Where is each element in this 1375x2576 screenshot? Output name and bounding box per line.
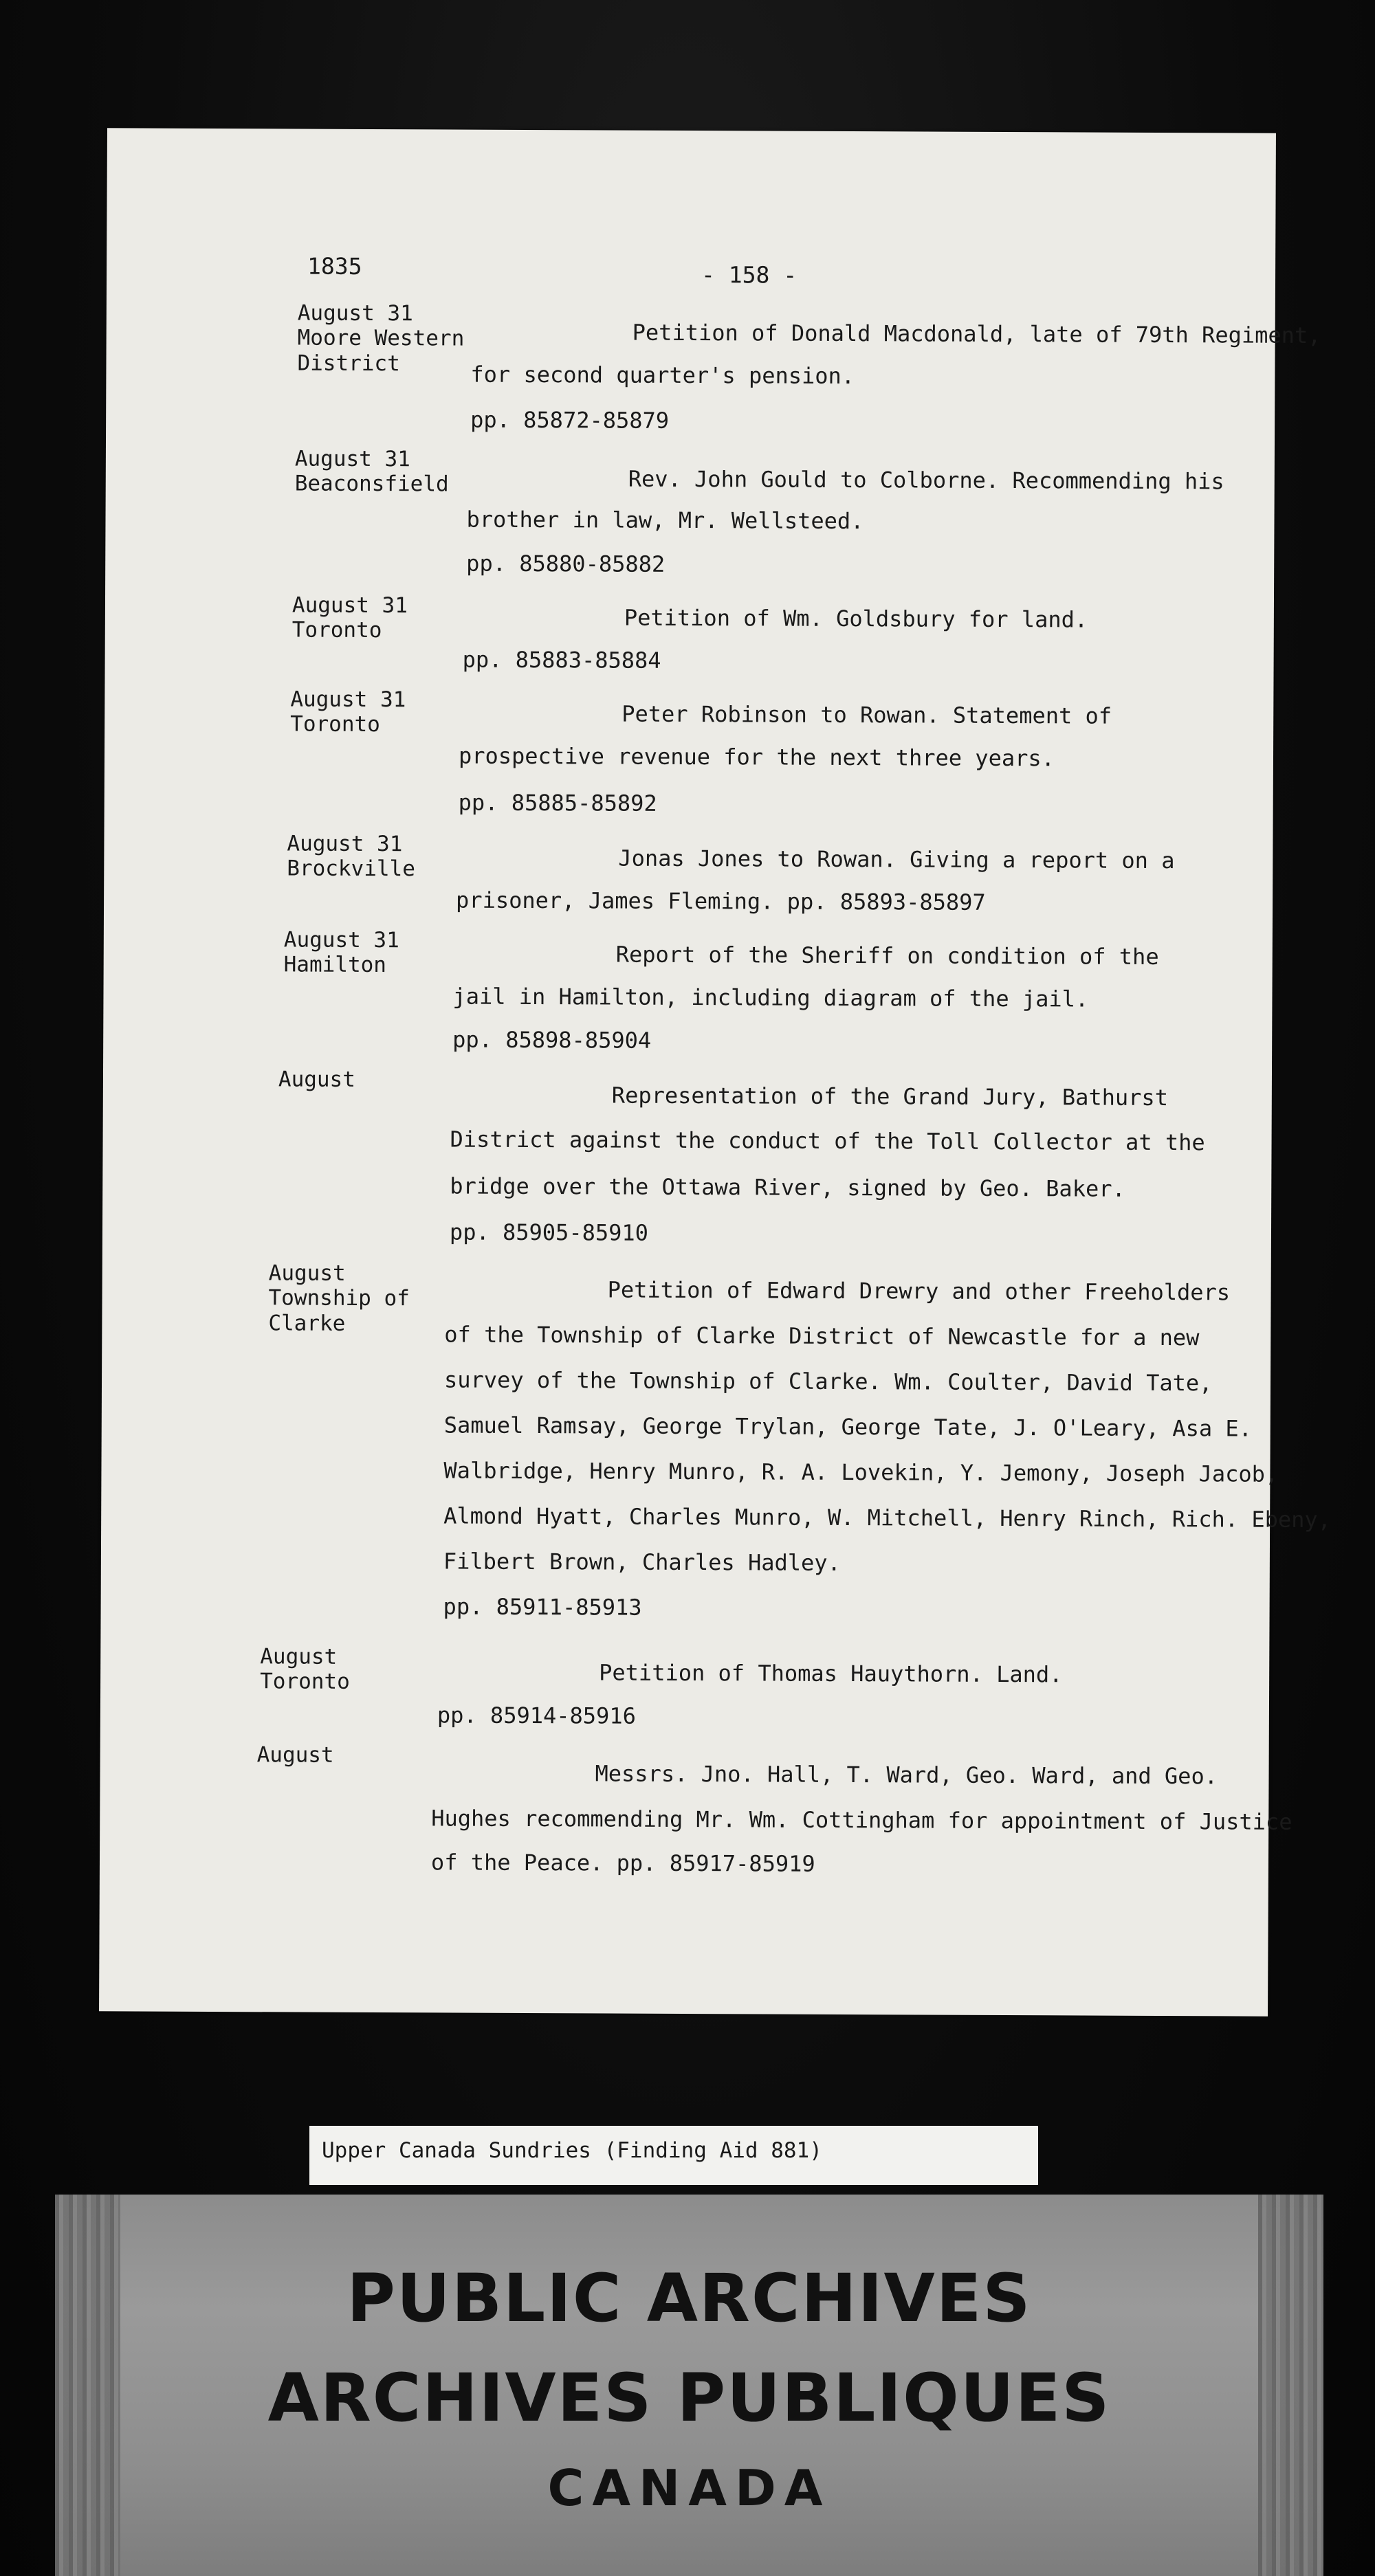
entry-pages: pp. 85898-85904	[452, 1026, 652, 1054]
banner-line-canada: CANADA	[547, 2459, 831, 2517]
entry-date: August Toronto	[260, 1644, 350, 1695]
entry-text: Filbert Brown, Charles Hadley.	[443, 1548, 841, 1576]
banner-line-public-archives: PUBLIC ARCHIVES	[346, 2260, 1032, 2337]
entry-text: Petition of Thomas Hauythorn. Land.	[599, 1659, 1063, 1688]
entry-date: August 31 Toronto	[290, 687, 406, 737]
entry-date: August Township of Clarke	[268, 1261, 410, 1336]
entry-text: of the Peace. pp. 85917-85919	[430, 1849, 815, 1877]
entry-date: August 31 Beaconsfield	[294, 446, 449, 497]
entry-text: Samuel Ramsay, George Trylan, George Tate, J. O'Leary, Asa E.	[443, 1412, 1253, 1442]
finding-aid-text: Upper Canada Sundries (Finding Aid 881)	[322, 2138, 822, 2163]
entry-pages: pp. 85885-85892	[458, 789, 657, 817]
entry-pages: pp. 85914-85916	[437, 1702, 636, 1729]
entry-pages: pp. 85883-85884	[462, 646, 661, 674]
entry-text: brother in law, Mr. Wellsteed.	[466, 506, 864, 535]
entry-text: Petition of Donald Macdonald, late of 79th Regiment,	[632, 319, 1321, 349]
entry-date: August 31 Toronto	[292, 592, 408, 643]
entry-text: Messrs. Jno. Hall, T. Ward, Geo. Ward, and Geo.	[595, 1760, 1218, 1790]
entry-text: for second quarter's pension.	[470, 361, 855, 390]
entry-pages: pp. 85880-85882	[466, 550, 666, 577]
entry-text: Peter Robinson to Rowan. Statement of	[622, 700, 1112, 729]
entry-date: August 31 Brockville	[287, 831, 416, 882]
entry-text: survey of the Township of Clarke. Wm. Coulter, David Tate,	[443, 1366, 1213, 1397]
entry-pages: pp. 85872-85879	[470, 406, 670, 434]
entry-text: Rev. John Gould to Colborne. Recommending his	[628, 465, 1224, 495]
entry-date: August	[256, 1742, 334, 1768]
entry-text: District against the conduct of the Toll Collector at the	[450, 1126, 1205, 1156]
entry-text: of the Township of Clarke District of Newcastle for a new	[444, 1321, 1200, 1351]
entry-pages: pp. 85905-85910	[449, 1219, 649, 1246]
entry-text: prisoner, James Fleming. pp. 85893-85897	[456, 887, 986, 915]
entry-date: August 31 Moore Western District	[297, 300, 465, 376]
entry-text: prospective revenue for the next three years.	[458, 742, 1055, 772]
entry-text: Representation of the Grand Jury, Bathurst	[611, 1082, 1169, 1111]
entry-date: August	[278, 1067, 356, 1092]
finding-aid-label	[309, 2126, 1038, 2185]
entry-text: Petition of Wm. Goldsbury for land.	[624, 604, 1088, 633]
entry-text: bridge over the Ottawa River, signed by Geo. Baker.	[450, 1173, 1125, 1202]
page-number: - 158 -	[701, 261, 798, 289]
entry-text: Walbridge, Henry Munro, R. A. Lovekin, Y. Jemony, Joseph Jacob,	[443, 1457, 1279, 1487]
entry-text: jail in Hamilton, including diagram of the jail.	[452, 983, 1089, 1012]
document-page	[99, 128, 1332, 2016]
banner-line-archives-publiques: ARCHIVES PUBLIQUES	[267, 2360, 1111, 2436]
entry-pages: pp. 85911-85913	[443, 1593, 642, 1621]
entry-text: Petition of Edward Drewry and other Freeholders	[607, 1276, 1231, 1306]
entry-text: Hughes recommending Mr. Wm. Cottingham for appointment of Justice	[431, 1805, 1292, 1835]
entry-text: Almond Hyatt, Charles Munro, W. Mitchell, Henry Rinch, Rich. Ebeny,	[443, 1502, 1332, 1533]
entry-text: Report of the Sheriff on condition of the	[615, 941, 1159, 970]
entry-text: Jonas Jones to Rowan. Giving a report on a	[618, 845, 1175, 874]
archive-banner	[55, 2195, 1323, 2576]
entry-date: August 31 Hamilton	[283, 927, 399, 978]
page-year: 1835	[307, 252, 362, 280]
